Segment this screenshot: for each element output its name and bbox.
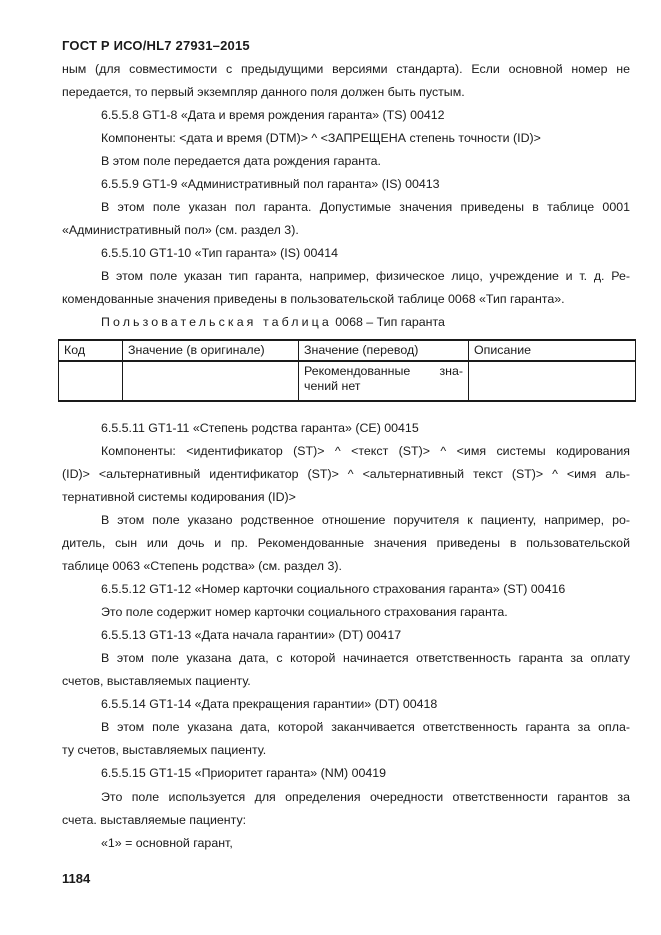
paragraph-line: В этом поле указано родственное отношение поручителя к пациенту, например, ро- bbox=[101, 513, 630, 527]
table-cell bbox=[299, 361, 469, 401]
table-row bbox=[59, 361, 636, 401]
table-header-cell: Значение (в оригинале) bbox=[123, 340, 299, 361]
table-header-row bbox=[59, 340, 636, 361]
table-caption-rest: 0068 – Тип гаранта bbox=[331, 315, 445, 329]
paragraph-line: В этом поле указана дата, с которой начинается ответственность гаранта за оплату bbox=[101, 651, 630, 665]
table-cell-line: Рекомендованные зна- bbox=[304, 364, 463, 378]
table-cell bbox=[469, 361, 636, 401]
paragraph-line: комендованные значения приведены в пользовательской таблице 0068 «Тип гаранта». bbox=[62, 292, 565, 306]
paragraph-line: Компоненты: <идентификатор (ST)> ^ <текст (ST)> ^ <имя системы кодирования bbox=[101, 444, 630, 458]
table-header-cell: Описание bbox=[469, 340, 636, 361]
paragraph-line: В этом поле указан тип гаранта, например, физическое лицо, учреждение и т. д. Ре- bbox=[101, 269, 630, 283]
section-heading: 6.5.5.10 GT1-10 «Тип гаранта» (IS) 00414 bbox=[101, 246, 339, 260]
paragraph-line: Это поле содержит номер карточки социального страхования гаранта. bbox=[101, 605, 508, 619]
table-cell bbox=[123, 361, 299, 401]
paragraph-line: счетов, выставляемых пациенту. bbox=[62, 674, 251, 688]
table-header-cell: Код bbox=[59, 340, 123, 361]
paragraph-line: Компоненты: <дата и время (DTM)> ^ <ЗАПРЕЩЕНА степень точности (ID)> bbox=[101, 131, 541, 145]
page-number: 1184 bbox=[62, 871, 91, 886]
paragraph-line: ту счетов, выставляемых пациенту. bbox=[62, 743, 267, 757]
paragraph-line: ным (для совместимости с предыдущими версиями стандарта). Если основной номер не bbox=[62, 62, 630, 76]
guarantor-type-table bbox=[58, 339, 636, 402]
table-header-cell: Значение (перевод) bbox=[299, 340, 469, 361]
paragraph-line: В этом поле передается дата рождения гаранта. bbox=[101, 154, 381, 168]
section-heading: 6.5.5.12 GT1-12 «Номер карточки социального страхования гаранта» (ST) 00416 bbox=[101, 582, 566, 596]
table-cell-line: чений нет bbox=[304, 379, 361, 393]
section-heading: 6.5.5.9 GT1-9 «Административный пол гаранта» (IS) 00413 bbox=[101, 177, 440, 191]
document-header: ГОСТ Р ИСО/HL7 27931–2015 bbox=[62, 38, 250, 53]
table-cell bbox=[59, 361, 123, 401]
paragraph-line: дитель, сын или дочь и пр. Рекомендованные значения приведены в пользовательской bbox=[62, 536, 630, 550]
paragraph-line: «Административный пол» (см. раздел 3). bbox=[62, 223, 299, 237]
paragraph-line: счета. выставляемые пациенту: bbox=[62, 813, 247, 827]
paragraph-line: В этом поле указана дата, которой заканчивается ответственность гаранта за опла- bbox=[101, 720, 630, 734]
paragraph-line: Это поле используется для определения очередности ответственности гарантов за bbox=[101, 790, 630, 804]
section-heading: 6.5.5.14 GT1-14 «Дата прекращения гарантии» (DT) 00418 bbox=[101, 697, 438, 711]
table-caption bbox=[101, 315, 445, 330]
paragraph-line: В этом поле указан пол гаранта. Допустимые значения приведены в таблице 0001 bbox=[101, 200, 630, 214]
section-heading: 6.5.5.11 GT1-11 «Степень родства гаранта» (CE) 00415 bbox=[101, 421, 419, 435]
section-heading: 6.5.5.8 GT1-8 «Дата и время рождения гаранта» (TS) 00412 bbox=[101, 108, 445, 122]
paragraph-line: передается, то первый экземпляр данного поля должен быть пустым. bbox=[62, 85, 465, 99]
paragraph-line: таблице 0063 «Степень родства» (см. раздел 3). bbox=[62, 559, 342, 573]
paragraph-line: (ID)> <альтернативный идентификатор (ST)> ^ <альтернативный текст (ST)> ^ <имя аль- bbox=[62, 467, 630, 481]
table-caption-spaced: Пользовательская таблица bbox=[101, 315, 332, 329]
paragraph-line: тернативной системы кодирования (ID)> bbox=[62, 490, 296, 504]
paragraph-line: «1» = основной гарант, bbox=[101, 836, 233, 850]
section-heading: 6.5.5.15 GT1-15 «Приоритет гаранта» (NM) 00419 bbox=[101, 766, 387, 780]
section-heading: 6.5.5.13 GT1-13 «Дата начала гарантии» (DT) 00417 bbox=[101, 628, 402, 642]
